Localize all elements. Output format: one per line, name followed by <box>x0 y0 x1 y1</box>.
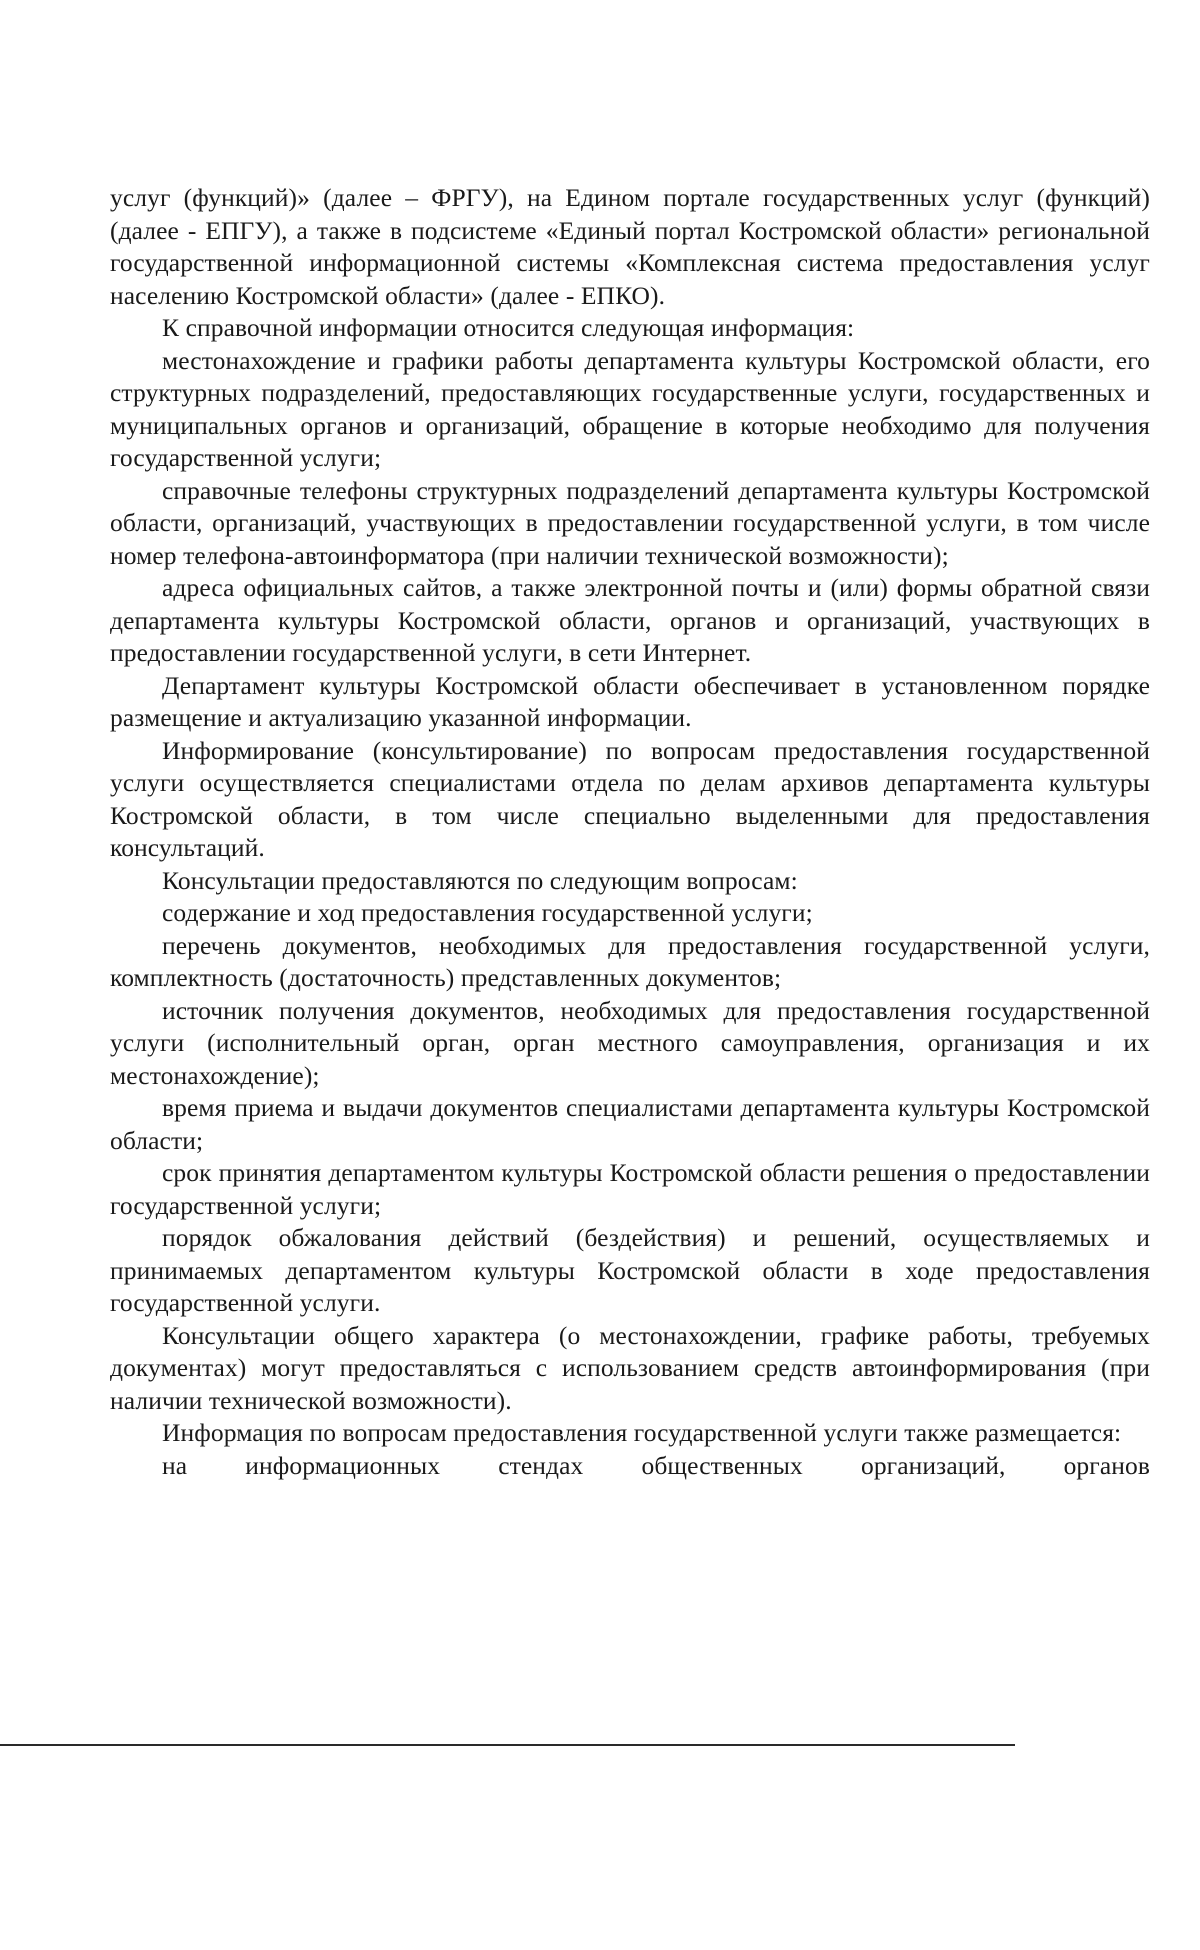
paragraph-content-progress: содержание и ход предоставления государственной услуги; <box>162 898 813 927</box>
paragraph-general-consultations: Консультации общего характера (о местонахождении, графике работы, требуемых документах) могут предоставляться с использованием средств автоинформирования (при наличии технической возможности). <box>110 1320 1150 1415</box>
paragraph-documents-list: перечень документов, необходимых для предоставления государственной услуги, комплектность (достаточность) представленных документов; <box>110 930 1150 992</box>
paragraph-frgu-epgu-epko: услуг (функций)» (далее – ФРГУ), на Едином портале государственных услуг (функций) (далее - ЕПГУ), а также в подсистеме «Единый портал Костромской области» региональной государственной информационной системы «Комплексная система предоставления услуг населению Костромской области» (далее - ЕПКО). <box>110 183 1150 310</box>
paragraph-documents-source: источник получения документов, необходимых для предоставления государственной услуги (исполнительный орган, орган местного самоуправления, организация и их местонахождение); <box>110 995 1150 1090</box>
paragraph-location-schedules: местонахождение и графики работы департамента культуры Костромской области, его структурных подразделений, предоставляющих государственные услуги, государственных и муниципальных органов и организаций, обращение в которые необходимо для получения государственной услуги; <box>110 345 1150 472</box>
paragraph-department-ensures: Департамент культуры Костромской области обеспечивает в установленном порядке размещение и актуализацию указанной информации. <box>110 670 1150 732</box>
paragraph-information-placed: Информация по вопросам предоставления государственной услуги также размещается: <box>162 1418 1122 1447</box>
paragraph-official-websites: адреса официальных сайтов, а также электронной почты и (или) формы обратной связи департамента культуры Костромской области, органов и организаций, участвующих в предоставлении государственной услуги, в сети Интернет. <box>110 573 1150 667</box>
paragraph-reference-phones: справочные телефоны структурных подразделений департамента культуры Костромской области, организаций, участвующих в предоставлении государственной услуги, в том числе номер телефона-автоинформатора (при наличии технической возможности); <box>110 475 1150 570</box>
paragraph-consultation-topics-intro: Консультации предоставляются по следующим вопросам: <box>162 865 798 895</box>
paragraph-information-stands: на информационных стендах общественных организаций, органов <box>162 1450 1150 1480</box>
paragraph-appeal-procedure: порядок обжалования действий (бездействия) и решений, осуществляемых и принимаемых департаментом культуры Костромской области в ходе предоставления государственной услуги. <box>110 1223 1150 1317</box>
paragraph-decision-deadline: срок принятия департаментом культуры Костромской области решения о предоставлении государственной услуги; <box>110 1158 1150 1220</box>
paragraph-reference-info-intro: К справочной информации относится следующая информация: <box>162 313 855 342</box>
document-page <box>110 182 1150 1482</box>
footer-divider <box>0 1744 1015 1746</box>
paragraph-informing-consulting: Информирование (консультирование) по вопросам предоставления государственной услуги осуществляется специалистами отдела по делам архивов департамента культуры Костромской области, в том числе специально выделенными для предоставления консультаций. <box>110 735 1150 862</box>
paragraph-reception-time: время приема и выдачи документов специалистами департамента культуры Костромской области; <box>110 1093 1150 1155</box>
